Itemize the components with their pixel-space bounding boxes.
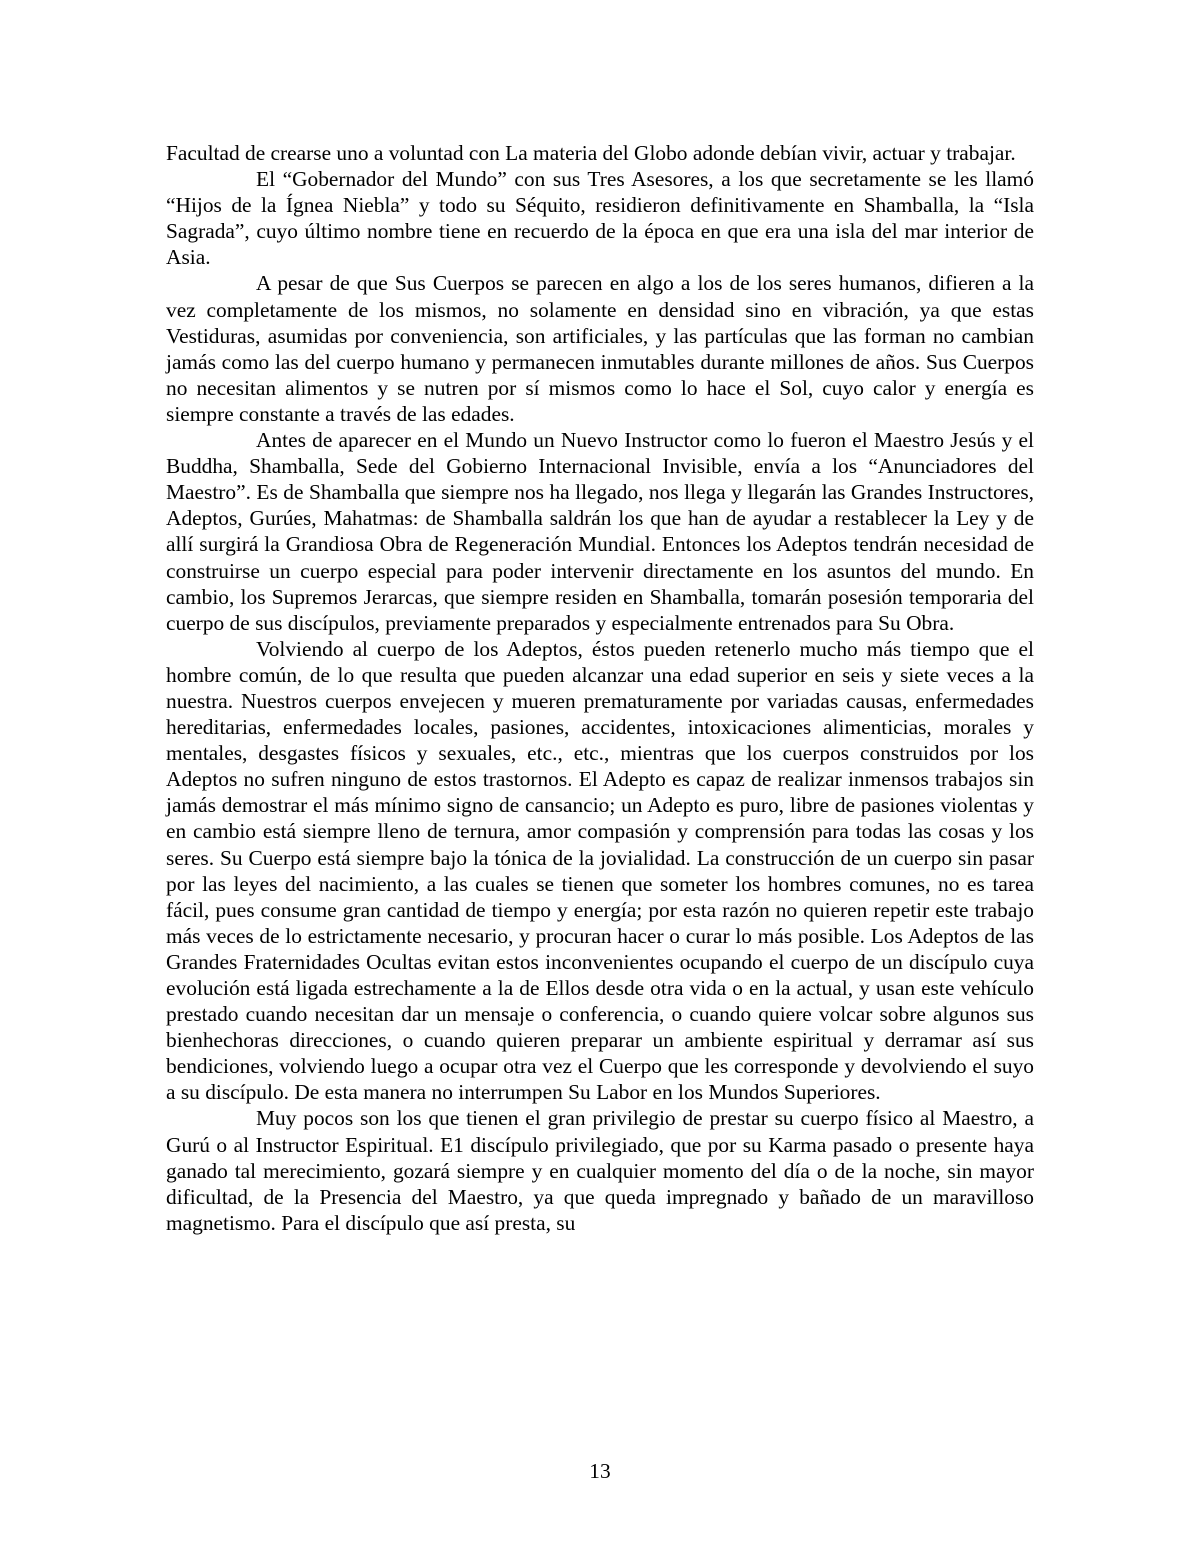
paragraph: Muy pocos son los que tienen el gran privilegio de prestar su cuerpo físico al Maestro, a Gurú o al Instructor Espiritual. E1 discípulo privilegiado, que por su Karma pasado o presente haya ganado tal merecimiento, gozará siempre y en cualquier momento del día o de la noche, sin mayor dificultad, de la Presencia del Maestro, ya que queda impregnado y bañado de un maravilloso magnetismo. Para el discípulo que así presta, su: [166, 1106, 1034, 1235]
page-body: [166, 140, 1034, 1236]
paragraph: Facultad de crearse uno a voluntad con La materia del Globo adonde debían vivir, actuar y trabajar.: [166, 141, 1016, 165]
page-number: 13: [589, 1459, 611, 1483]
paragraph: El “Gobernador del Mundo” con sus Tres Asesores, a los que secretamente se les llamó “Hijos de la Ígnea Niebla” y todo su Séquito, residieron definitivamente en Shamballa, la “Isla Sagrada”, cuyo último nombre tiene en recuerdo de la época en que era una isla del mar interior de Asia.: [166, 167, 1034, 270]
paragraph: A pesar de que Sus Cuerpos se parecen en algo a los de los seres humanos, difieren a la vez completamente de los mismos, no solamente en densidad sino en vibración, ya que estas Vestiduras, asumidas por conveniencia, son artificiales, y las partículas que las forman no cambian jamás como las del cuerpo humano y permanecen inmutables durante millones de años. Sus Cuerpos no necesitan alimentos y se nutren por sí mismos como lo hace el Sol, cuyo calor y energía es siempre constante a través de las edades.: [166, 271, 1034, 426]
paragraph: Antes de aparecer en el Mundo un Nuevo Instructor como lo fueron el Maestro Jesús y el Buddha, Shamballa, Sede del Gobierno Internacional Invisible, envía a los “Anunciadores del Maestro”. Es de Shamballa que siempre nos ha llegado, nos llega y llegarán las Grandes Instructores, Adeptos, Gurúes, Mahatmas: de Shamballa saldrán los que han de ayudar a restablecer la Ley y de allí surgirá la Grandiosa Obra de Regeneración Mundial. Entonces los Adeptos tendrán necesidad de construirse un cuerpo especial para poder intervenir directamente en los asuntos del mundo. En cambio, los Supremos Jerarcas, que siempre residen en Shamballa, tomarán posesión temporaria del cuerpo de sus discípulos, previamente preparados y especialmente entrenados para Su Obra.: [166, 428, 1034, 635]
paragraph: Volviendo al cuerpo de los Adeptos, éstos pueden retenerlo mucho más tiempo que el hombre común, de lo que resulta que pueden alcanzar una edad superior en seis y siete veces a la nuestra. Nuestros cuerpos envejecen y mueren prematuramente por variadas causas, enfermedades hereditarias, enfermedades locales, pasiones, accidentes, intoxicaciones alimenticias, morales y mentales, desgastes físicos y sexuales, etc., etc., mientras que los cuerpos construidos por los Adeptos no sufren ninguno de estos trastornos. El Adepto es capaz de realizar inmensos trabajos sin jamás demostrar el más mínimo signo de cansancio; un Adepto es puro, libre de pasiones violentas y en cambio está siempre lleno de ternura, amor compasión y comprensión para todas las cosas y los seres. Su Cuerpo está siempre bajo la tónica de la jovialidad. La construcción de un cuerpo sin pasar por las leyes del nacimiento, a las cuales se tienen que someter los hombres comunes, no es tarea fácil, pues consume gran cantidad de tiempo y energía; por esta razón no quieren repetir este trabajo más veces de lo estrictamente necesario, y procuran hacer o curar lo más posible. Los Adeptos de las Grandes Fraternidades Ocultas evitan estos inconvenientes ocupando el cuerpo de un discípulo cuya evolución está ligada estrechamente a la de Ellos desde otra vida o en la actual, y usan este vehículo prestado cuando necesitan dar un mensaje o conferencia, o cuando quiere volcar sobre algunos sus bienhechoras direcciones, o cuando quieren preparar un ambiente espiritual y derramar así sus bendiciones, volviendo luego a ocupar otra vez el Cuerpo que les corresponde y devolviendo el suyo a su discípulo. De esta manera no interrumpen Su Labor en los Mundos Superiores.: [166, 636, 1034, 1105]
